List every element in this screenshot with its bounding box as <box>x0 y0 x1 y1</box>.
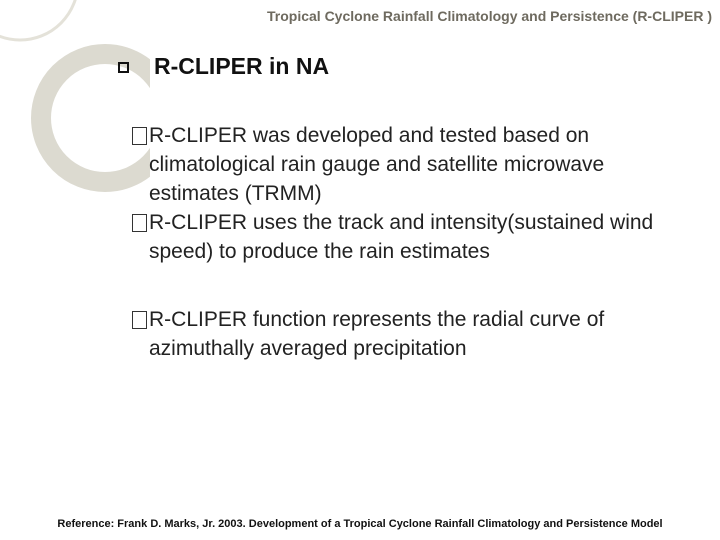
header-title: Tropical Cyclone Rainfall Climatology and Persistence (R-CLIPER ) <box>267 8 712 24</box>
box-bullet-icon <box>132 311 147 329</box>
bullet-item <box>130 121 690 208</box>
slide-heading <box>118 53 329 80</box>
slide-heading-text: R-CLIPER in NA <box>154 53 330 79</box>
box-bullet-icon <box>132 127 147 145</box>
decorative-arcs <box>0 0 150 220</box>
bullet-text: R-CLIPER uses the track and intensity(sustained wind speed) to produce the rain estimates <box>149 211 654 263</box>
reference-citation: Reference: Frank D. Marks, Jr. 2003. Development of a Tropical Cyclone Rainfall Climatology and Persistence Model <box>57 518 663 530</box>
bullet-item <box>130 305 690 363</box>
square-bullet-icon <box>118 62 129 73</box>
bullet-item <box>130 208 690 266</box>
bullet-text: R-CLIPER function represents the radial curve of azimuthally averaged precipitation <box>149 308 605 360</box>
box-bullet-icon <box>132 214 147 232</box>
bullet-list <box>130 121 690 363</box>
bullet-text: R-CLIPER was developed and tested based on climatological rain gauge and satellite microwave estimates (TRMM) <box>149 124 605 205</box>
